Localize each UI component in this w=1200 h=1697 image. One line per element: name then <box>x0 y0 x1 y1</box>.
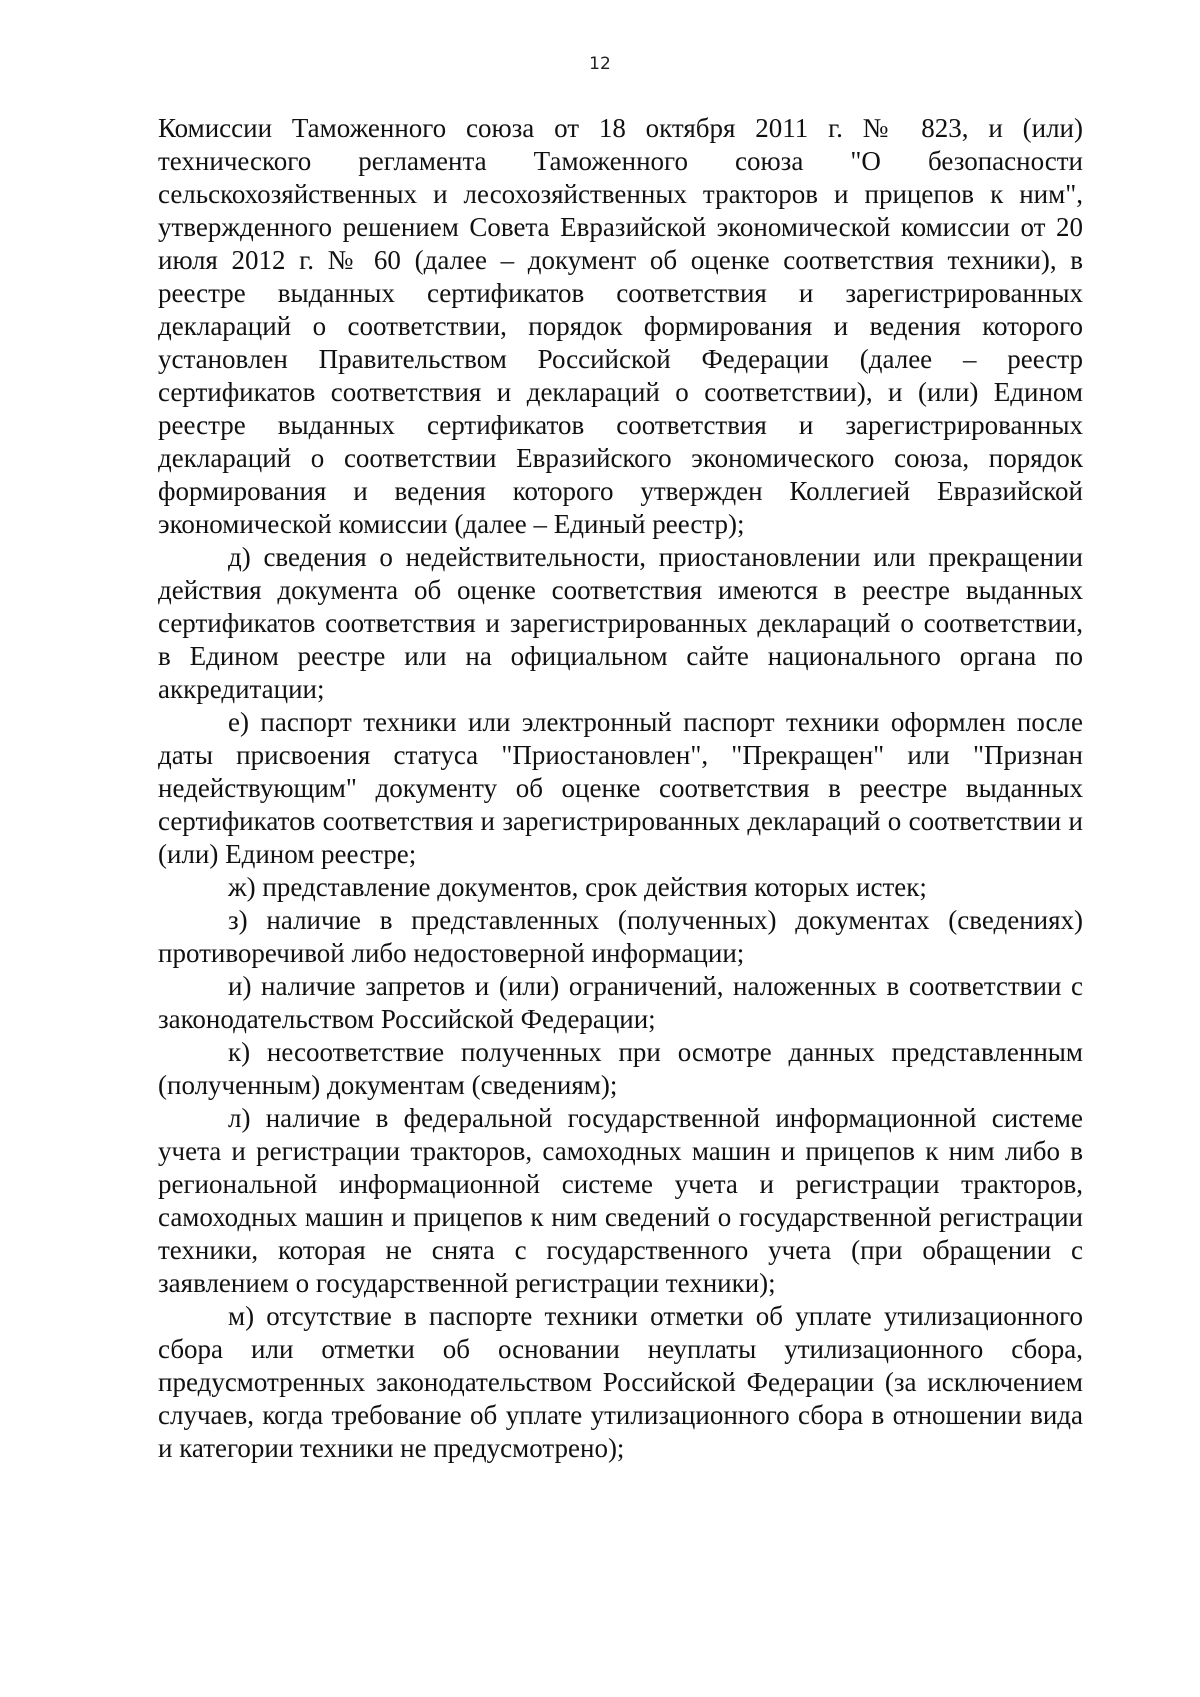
document-body <box>158 112 1083 1465</box>
paragraph-item-i: и) наличие запретов и (или) ограничений, наложенных в соответствии с законодательством Российской Федерации; <box>158 971 1083 1034</box>
paragraph-item-l: л) наличие в федеральной государственной информационной системе учета и регистрации тракторов, самоходных машин и прицепов к ним либо в региональной информационной системе учета и регистрации тракторов, самоходных машин и прицепов к ним сведений о государственной регистрации техники, которая не снята с государственного учета (при обращении с заявлением о государственной регистрации техники); <box>158 1103 1083 1298</box>
paragraph-continuation: Комиссии Таможенного союза от 18 октября 2011 г. № 823, и (или) технического регламента Таможенного союза "О безопасности сельскохозяйственных и лесохозяйственных тракторов и прицепов к ним", утвержденного решением Совета Евразийской экономической комиссии от 20 июля 2012 г. № 60 (далее – документ об оценке соответствия техники), в реестре выданных сертификатов соответствия и зарегистрированных деклараций о соответствии, порядок формирования и ведения которого установлен Правительством Российской Федерации (далее – реестр сертификатов соответствия и деклараций о соответствии), и (или) Едином реестре выданных сертификатов соответствия и зарегистрированных деклараций о соответствии Евразийского экономического союза, порядок формирования и ведения которого утвержден Коллегией Евразийской экономической комиссии (далее – Единый реестр); <box>158 113 1083 539</box>
paragraph-item-zh: ж) представление документов, срок действия которых истек; <box>228 872 927 902</box>
paragraph-item-d: д) сведения о недействительности, приостановлении или прекращении действия документа об оценке соответствия имеются в реестре выданных сертификатов соответствия и зарегистрированных деклараций о соответствии, в Едином реестре или на официальном сайте национального органа по аккредитации; <box>158 542 1083 704</box>
paragraph-item-e: е) паспорт техники или электронный паспорт техники оформлен после даты присвоения статуса "Приостановлен", "Прекращен" или "Признан недействующим" документу об оценке соответствия в реестре выданных сертификатов соответствия и зарегистрированных деклараций о соответствии и (или) Едином реестре; <box>158 707 1083 869</box>
paragraph-item-z: з) наличие в представленных (полученных) документах (сведениях) противоречивой либо недостоверной информации; <box>158 905 1083 968</box>
paragraph-item-m: м) отсутствие в паспорте техники отметки об уплате утилизационного сбора или отметки об основании неуплаты утилизационного сбора, предусмотренных законодательством Российской Федерации (за исключением случаев, когда требование об уплате утилизационного сбора в отношении вида и категории техники не предусмотрено); <box>158 1301 1083 1463</box>
page-number: 12 <box>589 54 611 74</box>
paragraph-item-k: к) несоответствие полученных при осмотре данных представленным (полученным) документам (сведениям); <box>158 1037 1083 1100</box>
